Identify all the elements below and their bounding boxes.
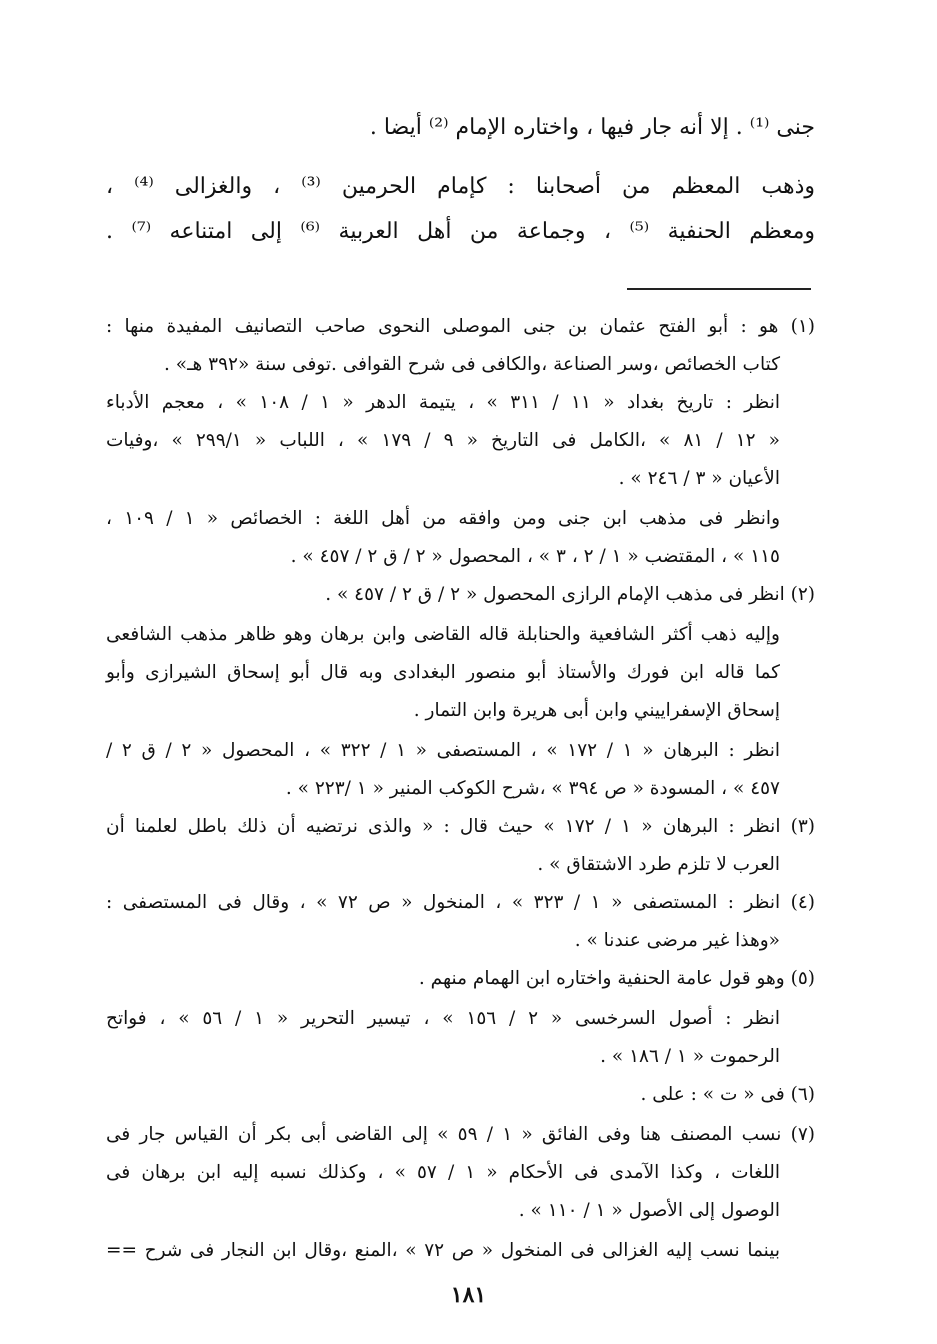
footnote-line: (٦) فى « ت » : على . — [640, 1084, 815, 1105]
page-number: ١٨١ — [450, 1282, 487, 1308]
footnote-line: (١) هو : أبو الفتح عثمان بن جنى الموصلى النحوى صاحب التصانيف المفيدة منها : — [106, 316, 815, 337]
footnote-line: ١١٥ » ، المقتضب « ١ / ٢ ، ٣ » ، المحصول « ٢ / ق ٢ / ٤٥٧ » . — [290, 546, 780, 567]
footnote-line: (٥) وهو قول عامة الحنفية واختاره ابن الهمام منهم . — [418, 968, 815, 989]
footnote-line: انظر : أصول السرخسى « ٢ / ١٥٦ » ، تيسير التحرير « ١ / ٥٦ » ، فواتح — [106, 1008, 780, 1029]
footnote-line: « ١٢ / ٨١ » ،الكامل فى التاريخ « ٩ / ١٧٩ » ، اللباب « ٢٩٩/١ » ،وفيات — [106, 430, 780, 451]
footnote-line: انظر : البرهان « ١ / ١٧٢ » ، المستصفى « ١ / ٣٢٢ » ، المحصول « ٢ / ق ٢ / — [106, 740, 781, 761]
footnote-line: وانظر فى مذهب ابن جنى ومن وافقه من أهل اللغة : الخصائص « ١ / ١٠٩ ، — [106, 508, 781, 529]
body-line-3: ومعظم الحنفية ⁽⁵⁾ ، وجماعة من أهل العربية ⁽⁶⁾ إلى امتناعه ⁽⁷⁾ . — [106, 219, 815, 244]
footnote-line: العرب لا تلزم طرد الاشتقاق » . — [537, 854, 780, 875]
footnote-line: (٣) انظر : البرهان « ١ / ١٧٢ » حيث قال : « والذى نرتضيه أن ذلك باطل لعلمنا أن — [106, 816, 815, 837]
body-line-2: وذهب المعظم من أصحابنا : كإمام الحرمين ⁽³⁾ ، والغزالى ⁽⁴⁾ ، — [106, 174, 815, 199]
footnote-line: (٤) انظر : المستصفى « ١ / ٣٢٣ » ، المنخول « ص ٧٢ » ، وقال فى المستصفى : — [106, 892, 815, 913]
footnote-line: «وهذا غير مرضى عندنا » . — [574, 930, 780, 951]
footnote-line: (٧) نسب المصنف هنا وفى الفائق « ١ / ٥٩ » إلى القاضى أبى بكر أن القياس جار فى — [106, 1124, 816, 1145]
footnote-line: انظر : تاريخ بغداد « ١١ / ٣١١ » ، يتيمة الدهر « ١ / ١٠٨ » ، معجم الأدباء — [106, 392, 780, 413]
footnote-line: الرحموت « ١ / ١٨٦ » . — [600, 1046, 780, 1067]
footnote-line: إسحاق الإسفراييني وابن أبى هريرة وابن التمار . — [413, 700, 780, 721]
footnote-line: الوصول إلى الأصول « ١ / ١١٠ » . — [518, 1200, 780, 1221]
footnote-line: بينما نسب إليه الغزالى فى المنخول « ص ٧٢ » ،المنع ،وقال ابن النجار فى شرح == — [106, 1240, 780, 1261]
footnote-separator — [627, 288, 811, 290]
footnote-line: كما قاله ابن فورك والأستاذ أبو منصور البغدادى وبه قال أبو إسحاق الشيرازى وأبو — [106, 662, 780, 683]
footnote-line: (٢) انظر فى مذهب الإمام الرازى المحصول « ٢ / ق ٢ / ٤٥٧ » . — [325, 584, 815, 605]
body-line-1: جنى ⁽¹⁾ . إلا أنه جار فيها ، واختاره الإمام ⁽²⁾ أيضا . — [369, 115, 815, 140]
footnote-line: الأعيان « ٣ / ٢٤٦ » . — [618, 468, 780, 489]
footnote-line: كتاب الخصائص ،وسر الصناعة ،والكافى فى شرح القوافى .توفى سنة «٣٩٢ هـ» . — [164, 354, 780, 375]
footnote-line: ٤٥٧ » ، المسودة « ص ٣٩٤ » ،شرح الكوكب المنير « ١ /٢٢٣ » . — [285, 778, 780, 799]
footnote-line: وإليه ذهب أكثر الشافعية والحنابلة قاله القاضى وابن برهان وهو ظاهر مذهب الشافعى — [106, 624, 780, 645]
footnote-line: اللغات ، وكذا الآمدى فى الأحكام « ١ / ٥٧ » ، وكذلك نسبه إليه ابن برهان فى — [106, 1162, 780, 1183]
